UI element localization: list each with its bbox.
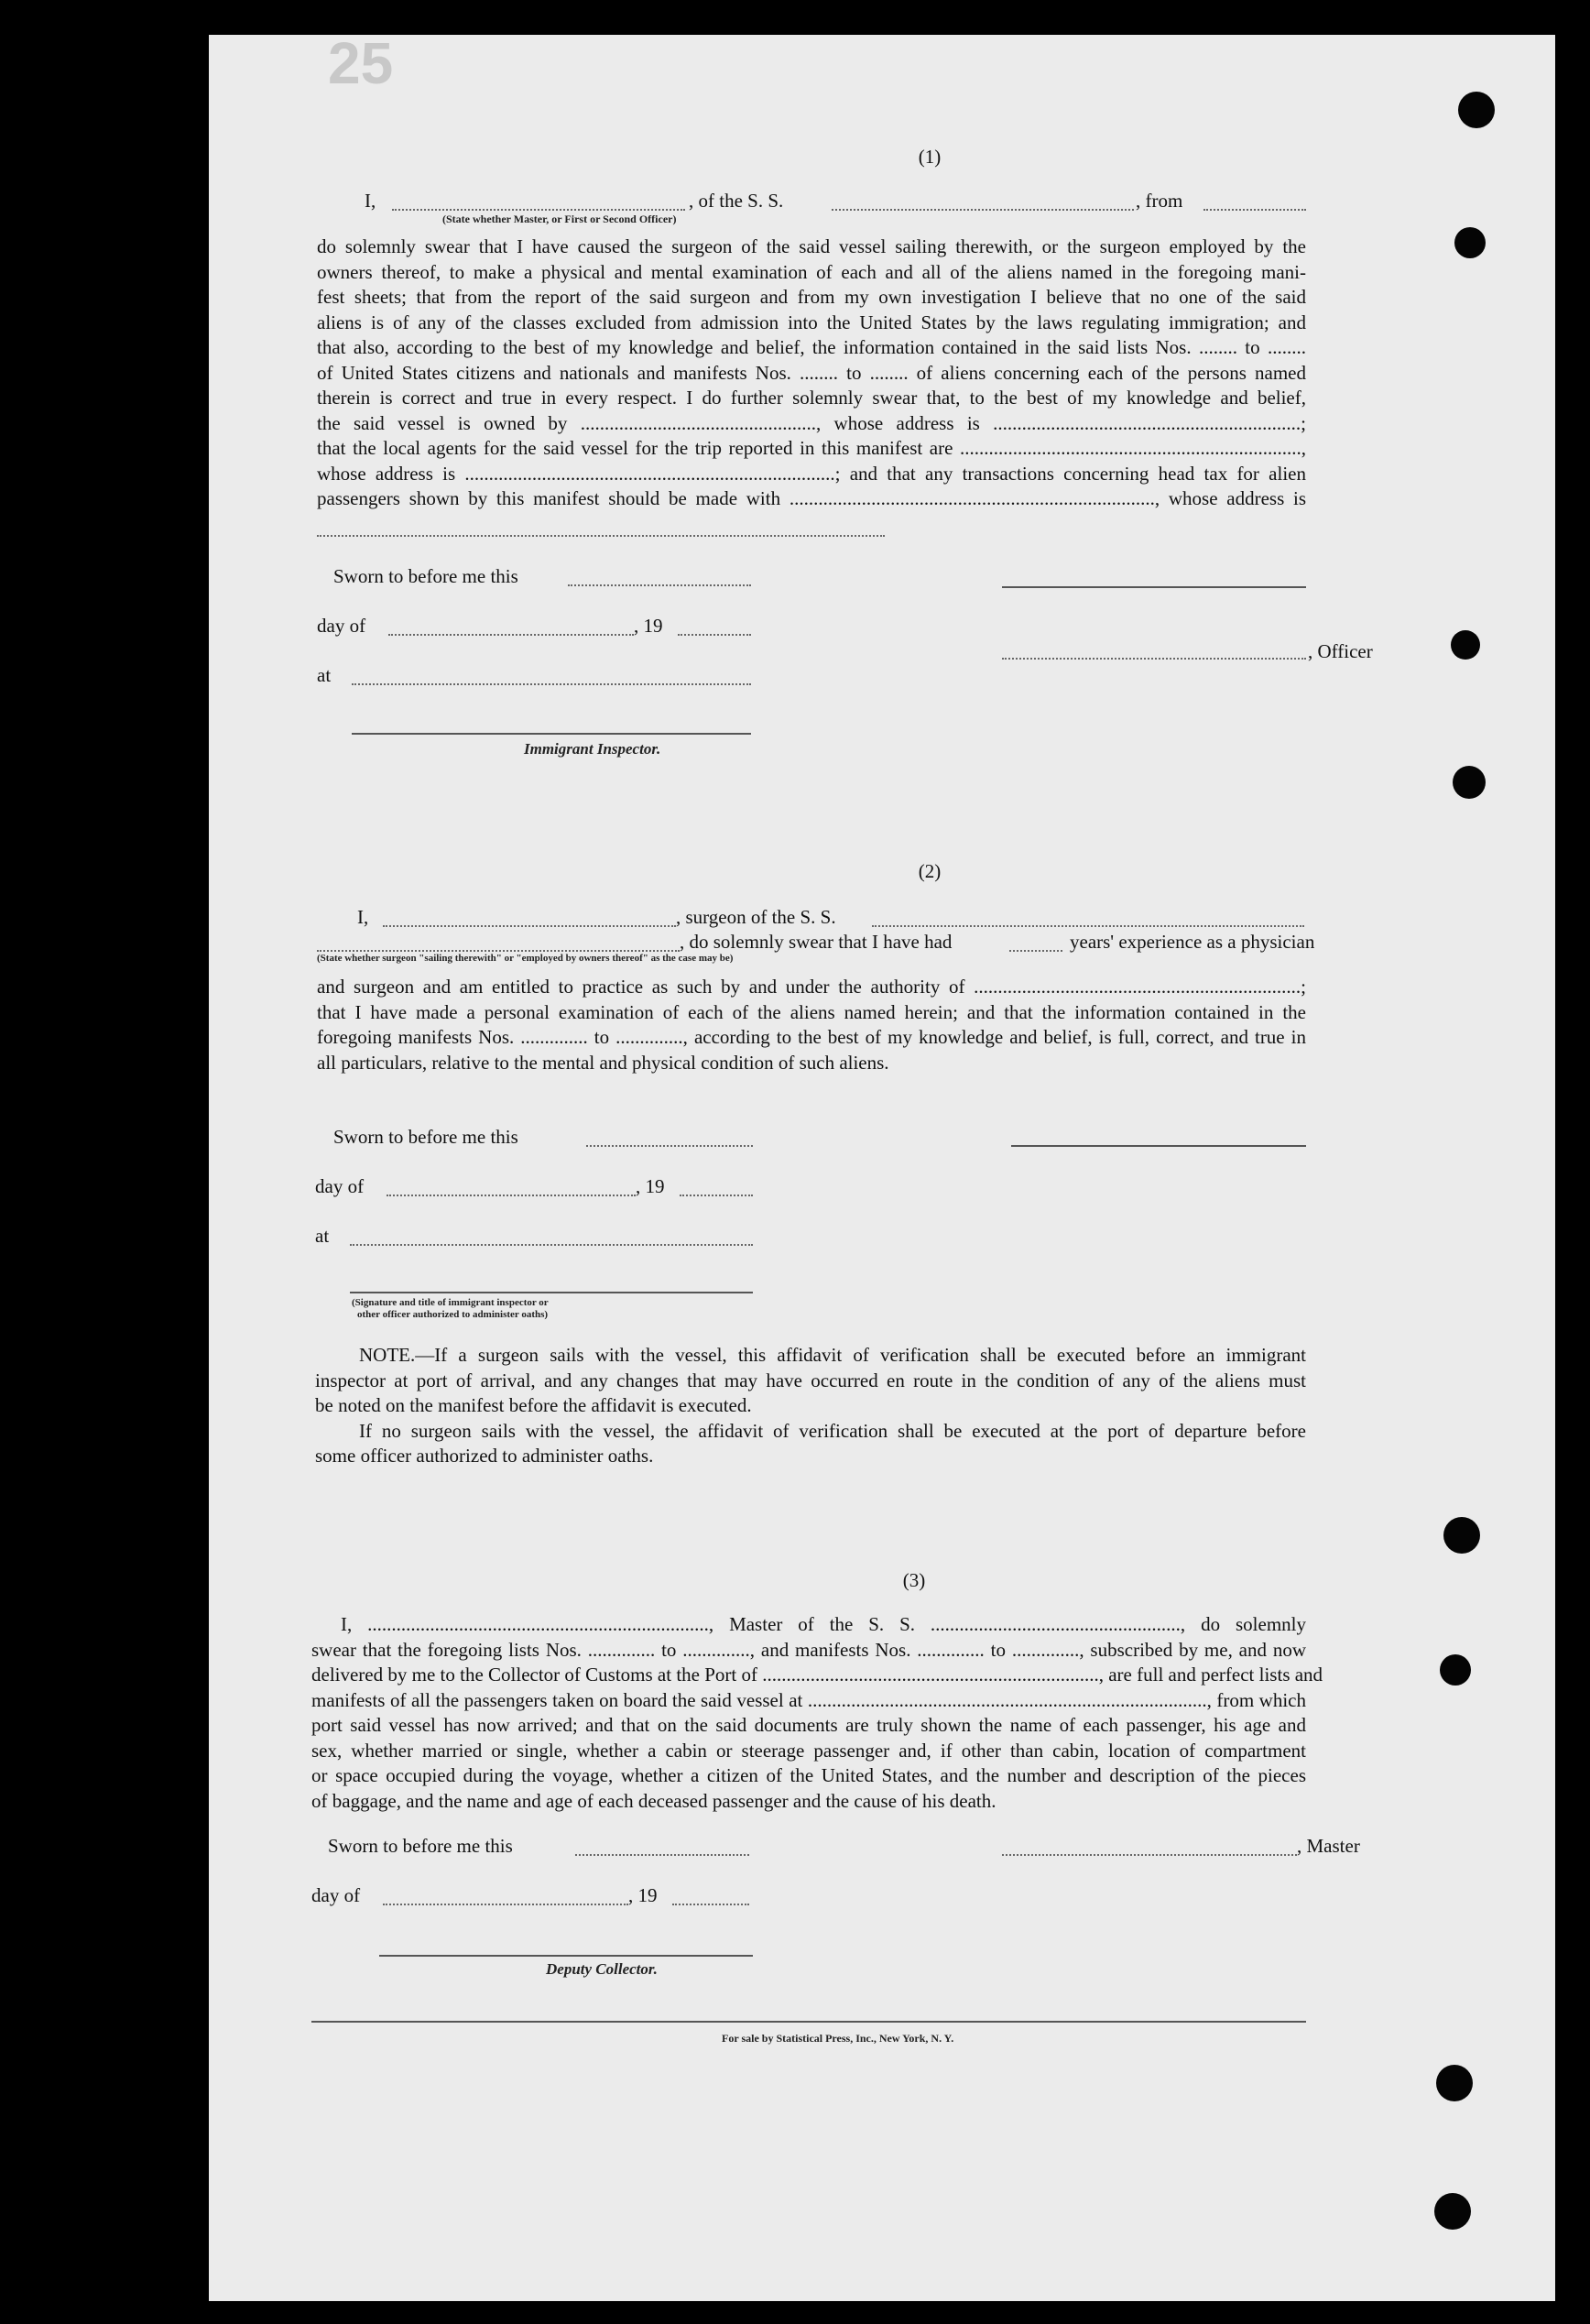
note-line: inspector at port of arrival, and any changes that may have occurred en route in the condition of any of the aliens must [315, 1369, 1306, 1391]
note-line: some officer authorized to administer oaths. [315, 1445, 654, 1467]
punch-hole [1436, 2065, 1473, 2101]
years-experience-field[interactable] [1009, 950, 1062, 952]
section-1-sworn-field[interactable] [568, 584, 751, 586]
section-3-line: swear that the foregoing lists Nos. .............. to .............., and manifests Nos. .............. to .............., subscribed by me, and now [311, 1638, 1306, 1661]
section-3-line: or space occupied during the voyage, whether a citizen of the United States, and the number and description of the pieces [311, 1764, 1306, 1786]
note-line: If no surgeon sails with the vessel, the affidavit of verification shall be executed at the port of departure before [359, 1419, 1306, 1442]
section-1-body [317, 235, 1306, 512]
section-2-line: that I have made a personal examination of each of the aliens named herein; and that the information contained in the [317, 1000, 1306, 1023]
section-2-at: at [315, 1225, 330, 1247]
section-2-body [317, 975, 1306, 1075]
master-name-field[interactable] [392, 209, 685, 211]
section-1-line: the said vessel is owned by ................................................., whose address is ................................................................; [317, 411, 1306, 434]
note-line: NOTE.—If a surgeon sails with the vessel, this affidavit of verification shall be executed before an immigrant [359, 1344, 1306, 1366]
footer-rule [311, 2021, 1306, 2023]
section-2-note: (State whether surgeon "sailing therewith" or "employed by owners thereof" as the case may be) [317, 953, 734, 964]
section-3-line: manifests of all the passengers taken on board the said vessel at ..................................................................................., from which [311, 1688, 1306, 1711]
section-1-from: , from [1136, 190, 1183, 212]
punch-hole [1440, 1654, 1471, 1686]
master-signature-field[interactable] [1002, 1854, 1297, 1856]
section-2-years: years' experience as a physician [1070, 931, 1315, 953]
section-1-line: passengers shown by this manifest should be made with ............................................................................, whose address is [317, 487, 1306, 509]
punch-hole [1434, 2193, 1471, 2230]
section-3-year-field[interactable] [672, 1904, 749, 1905]
section-2-sworn: Sworn to before me this [333, 1126, 518, 1148]
printer-imprint: For sale by Statistical Press, Inc., New York, N. Y. [722, 2032, 954, 2045]
section-3-day-of: day of [311, 1884, 361, 1906]
section-3-day-field[interactable] [383, 1904, 628, 1905]
section-1-line: of United States citizens and nationals and manifests Nos. ........ to ........ of aliens concerning each of the persons named [317, 361, 1306, 384]
section-3-line: delivered by me to the Collector of Customs at the Port of ......................................................................, are full and perfect lists and [311, 1664, 1323, 1686]
section-3-line: I, ......................................................................., Master of the S. S. ...................................................., do solemnly [341, 1613, 1306, 1635]
surgeon-status-field[interactable] [317, 950, 680, 952]
section-2-line: all particulars, relative to the mental and physical condition of such aliens. [317, 1051, 889, 1074]
section-2-sig-note-2: other officer authorized to administer oaths) [357, 1309, 549, 1320]
surgeon-name-field[interactable] [383, 925, 676, 927]
section-1-day-field[interactable] [388, 634, 634, 636]
section-2-ship-field[interactable] [872, 925, 1304, 927]
section-1-at-field[interactable] [352, 683, 751, 685]
section-3-line: of baggage, and the name and age of each deceased passenger and the cause of his death. [311, 1789, 996, 1812]
address-continuation-field[interactable] [317, 535, 885, 537]
origin-field[interactable] [1203, 209, 1306, 211]
punch-hole [1453, 766, 1486, 799]
section-1-line: fest sheets; that from the report of the said surgeon and from my own investigation I believe that no one of the said [317, 286, 1306, 308]
section-2-line: foregoing manifests Nos. .............. to .............., according to the best of my knowledge and belief, is full, correct, and true in [317, 1026, 1306, 1048]
section-3-line: port said vessel has now arrived; and that on the said documents are truly shown the name of each passenger, his age and [311, 1714, 1306, 1736]
punch-hole [1443, 1517, 1480, 1554]
punch-hole [1451, 630, 1480, 660]
inspector-signature-line[interactable] [352, 733, 751, 735]
section-2-sworn-field[interactable] [586, 1145, 753, 1147]
section-1-of-ss: , of the S. S. [689, 190, 784, 212]
section-2-sig-note-1: (Signature and title of immigrant inspector or [352, 1297, 549, 1308]
note-line: be noted on the manifest before the affidavit is executed. [315, 1394, 752, 1416]
section-1-line: therein is correct and true in every respect. I do further solemnly swear that, to the best of my knowledge and belief, [317, 387, 1306, 409]
section-2-do-swear: , do solemnly swear that I have had [680, 931, 953, 953]
section-1-sworn: Sworn to before me this [333, 565, 518, 587]
section-1-officer: , Officer [1308, 640, 1373, 662]
section-1-signature-line[interactable] [1002, 586, 1306, 588]
section-2-year-field[interactable] [680, 1195, 753, 1196]
section-1-name-note: (State whether Master, or First or Second Officer) [442, 213, 677, 225]
form-page [209, 30, 1555, 2301]
section-1-year: , 19 [634, 615, 663, 637]
officer-signature-field[interactable] [1002, 658, 1306, 660]
section-3-sworn: Sworn to before me this [328, 1835, 513, 1857]
section-3-sworn-field[interactable] [575, 1854, 749, 1856]
section-2-officer-signature-line[interactable] [350, 1292, 753, 1293]
section-1-heading: (1) [918, 146, 942, 168]
section-3-line: sex, whether married or single, whether a cabin or steerage passenger and, if other than cabin, location of compartment [311, 1739, 1306, 1762]
section-3-heading: (3) [902, 1569, 926, 1591]
section-1-line: that also, according to the best of my knowledge and belief, the information contained in the said lists Nos. ........ to ........ [317, 336, 1306, 358]
section-2-signature-line[interactable] [1011, 1145, 1306, 1147]
section-1-year-field[interactable] [678, 634, 751, 636]
section-3-body [311, 1612, 1323, 1814]
section-2-day-field[interactable] [387, 1195, 636, 1196]
punch-hole [1454, 227, 1486, 258]
section-2-i-label: I, [357, 906, 369, 928]
section-1-line: owners thereof, to make a physical and mental examination of each and all of the aliens named in the foregoing mani- [317, 260, 1306, 283]
section-2-surgeon-of: , surgeon of the S. S. [676, 906, 836, 928]
ship-name-field[interactable] [832, 209, 1134, 211]
section-2-year: , 19 [636, 1175, 665, 1197]
immigrant-inspector-label: Immigrant Inspector. [524, 740, 661, 758]
section-3-master: , Master [1297, 1835, 1360, 1857]
section-1-line: whose address is .............................................................................; and that any transactions concerning head tax for alien [317, 462, 1306, 485]
deputy-collector-label: Deputy Collector. [546, 1960, 658, 1978]
section-2-heading: (2) [918, 860, 942, 882]
section-1-day-of: day of [317, 615, 366, 637]
verification-note [315, 1343, 1306, 1469]
collector-signature-line[interactable] [379, 1955, 753, 1957]
punch-hole [1458, 92, 1495, 128]
section-1-line: do solemnly swear that I have caused the surgeon of the said vessel sailing therewith, or the surgeon employed by the [317, 235, 1306, 257]
section-2-at-field[interactable] [350, 1244, 753, 1246]
section-1-line: that the local agents for the said vessel for the trip reported in this manifest are ......................................................................., [317, 437, 1306, 459]
section-2-line: and surgeon and am entitled to practice as such by and under the authority of ....................................................................; [317, 976, 1306, 998]
section-1-line: aliens is of any of the classes excluded from admission into the United States by the laws regulating immigration; and [317, 311, 1306, 333]
section-2-day-of: day of [315, 1175, 365, 1197]
section-1-i-label: I, [365, 190, 376, 212]
section-1-at: at [317, 664, 332, 686]
page-number: 25 [328, 30, 394, 96]
section-3-year: , 19 [628, 1884, 658, 1906]
